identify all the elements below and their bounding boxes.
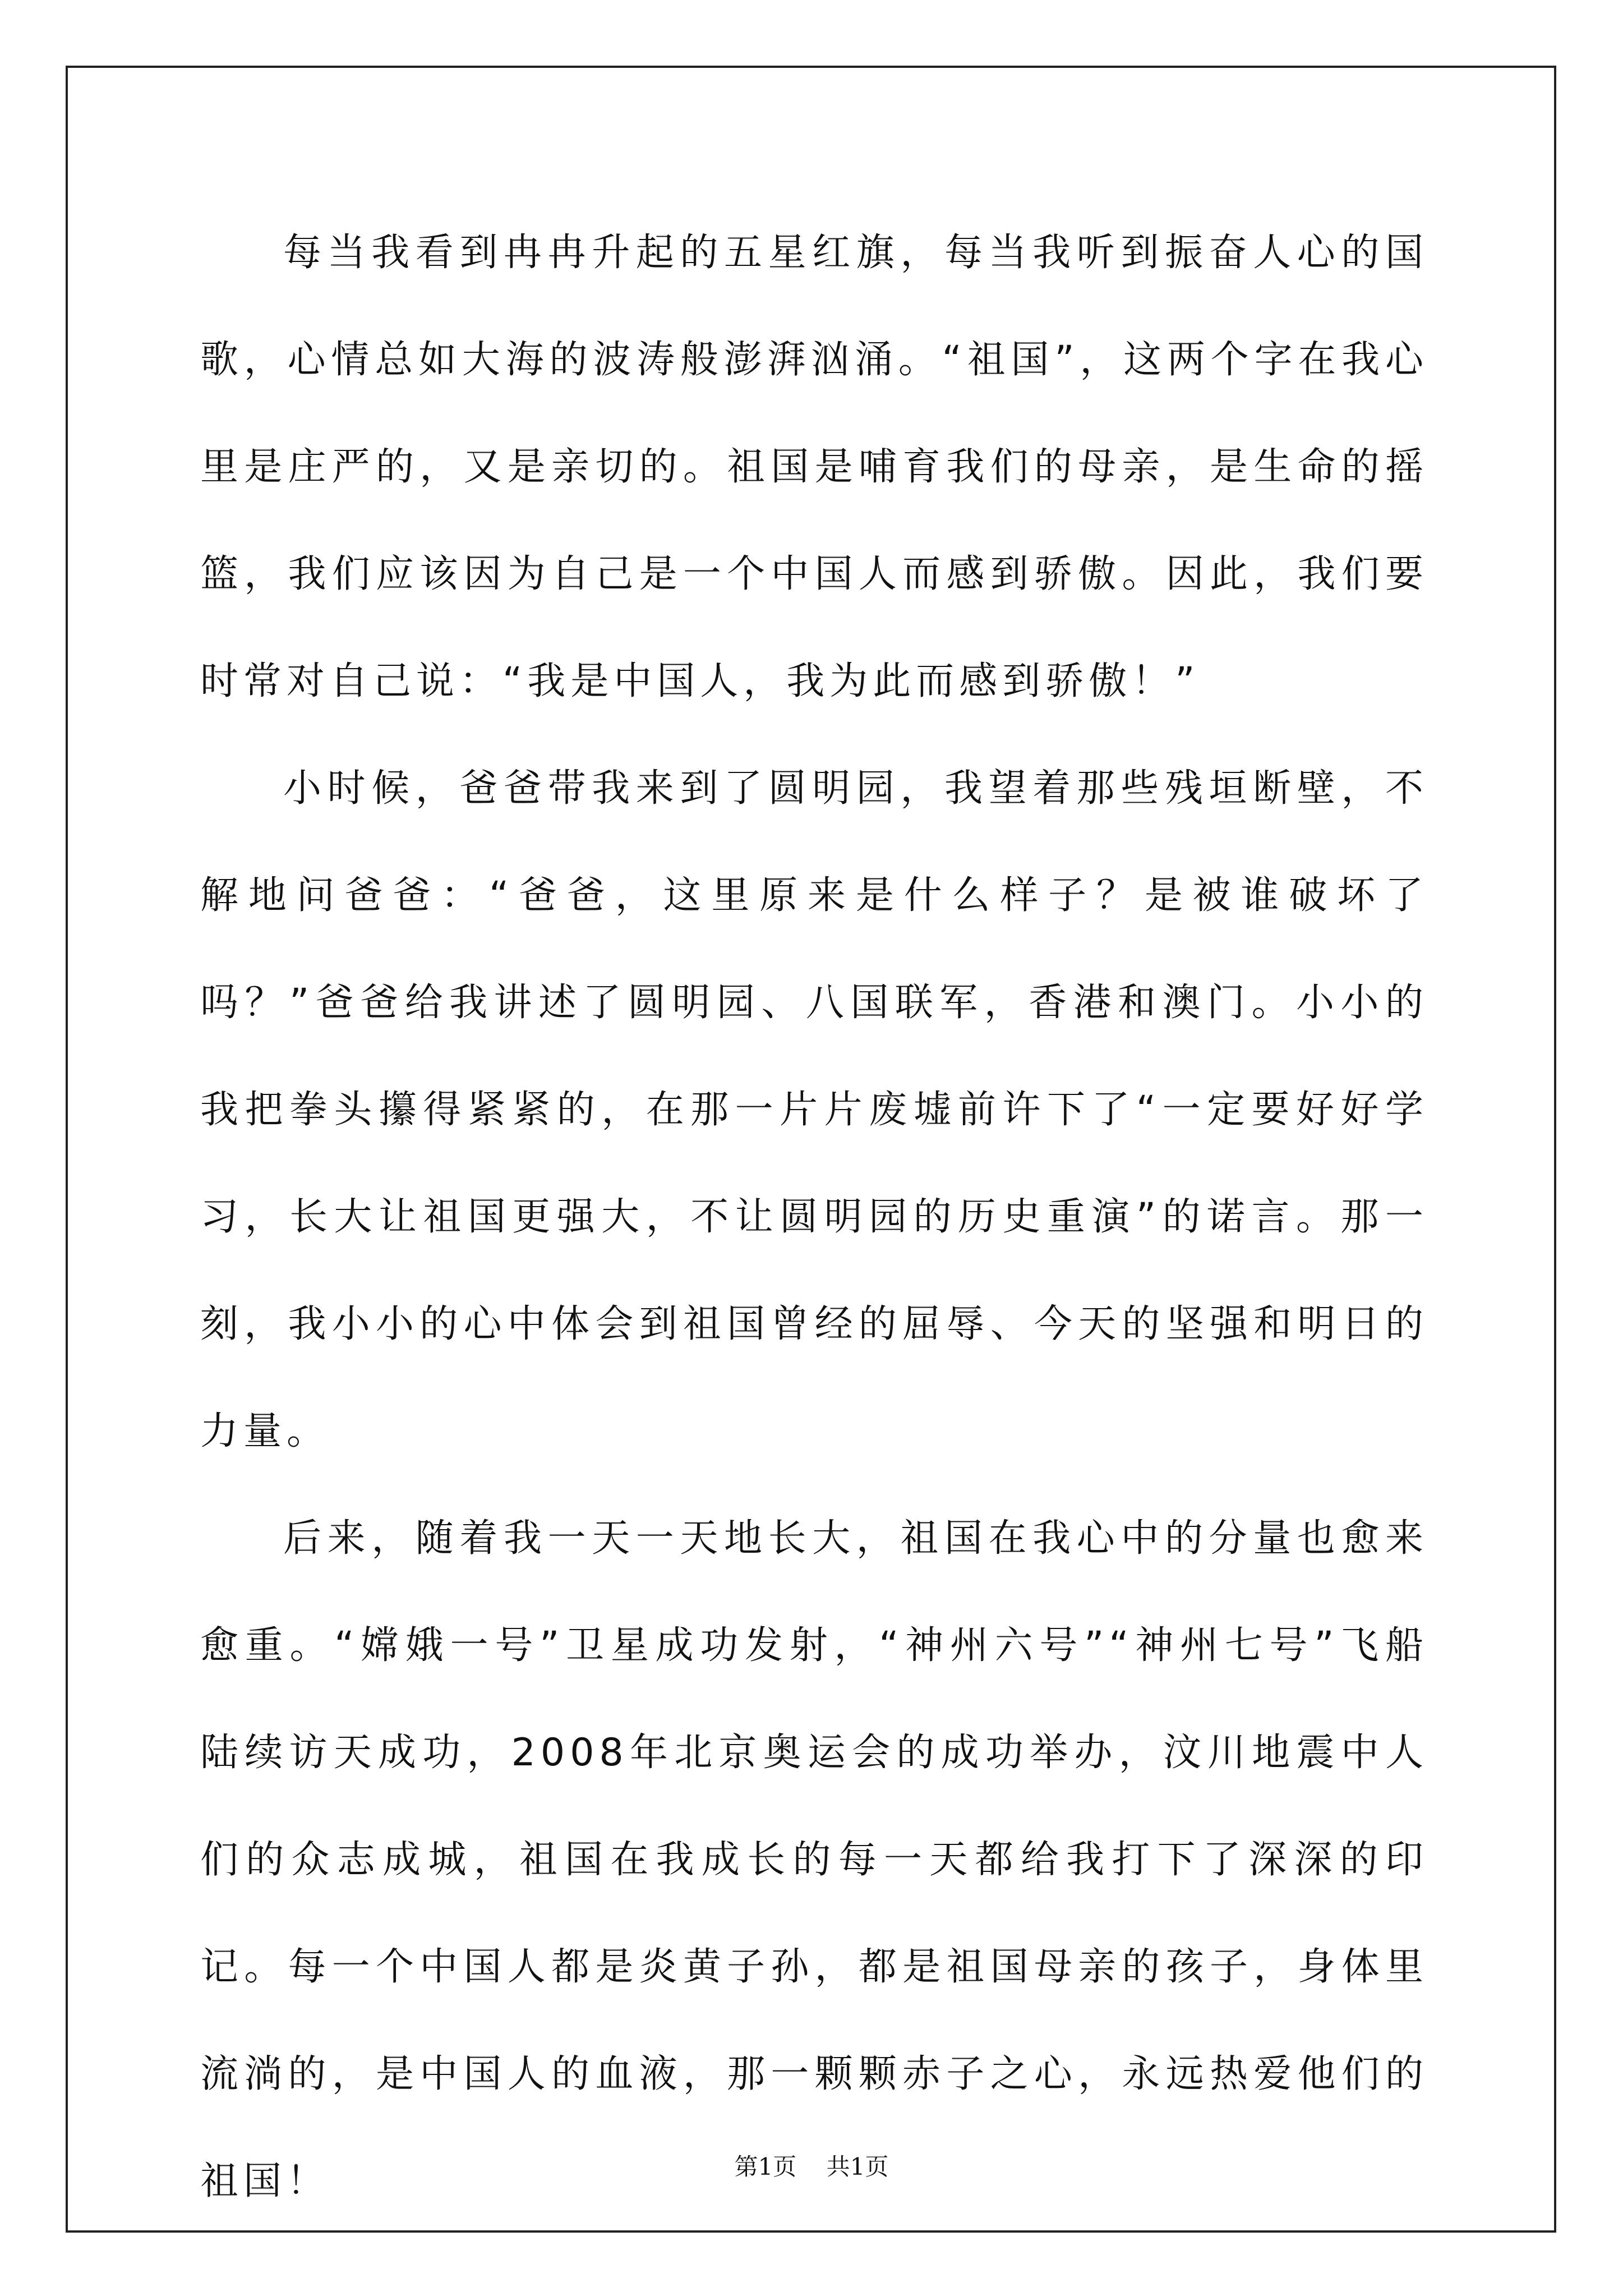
paragraph-3: 后来，随着我一天一天地长大，祖国在我心中的分量也愈来愈重。“嫦娥一号”卫星成功发射，“神州六号”“神州七号”飞船陆续访天成功，2008年北京奥运会的成功举办，汶川地震中人们的众志成城，祖国在我成长的每一天都给我打下了深深的印记。每一个中国人都是炎黄子孙，都是祖国母亲的孩子，身体里流淌的，是中国人的血液，那一颗颗赤子之心，永远热爱他们的祖国！ [200, 1516, 1428, 2203]
paragraph-2: 小时候，爸爸带我来到了圆明园，我望着那些残垣断壁，不解地问爸爸：“爸爸，这里原来是什么样子？是被谁破坏了吗？”爸爸给我讲述了圆明园、八国联军，香港和澳门。小小的我把拳头攥得紧紧的，在那一片片废墟前许下了“一定要好好学习，长大让祖国更强大，不让圆明园的历史重演”的诺言。那一刻，我小小的心中体会到祖国曾经的屈辱、今天的坚强和明日的力量。 [200, 766, 1428, 1453]
paragraph-1: 每当我看到冉冉升起的五星红旗，每当我听到振奋人心的国歌，心情总如大海的波涛般澎湃汹涌。“祖国”，这两个字在我心里是庄严的，又是亲切的。祖国是哺育我们的母亲，是生命的摇篮，我们应该因为自己是一个中国人而感到骄傲。因此，我们要时常对自己说：“我是中国人，我为此而感到骄傲！” [200, 231, 1428, 703]
page-footer [0, 2150, 1623, 2184]
document-body [200, 199, 1428, 2235]
page-total: 共1页 [826, 2153, 889, 2180]
page-number: 第1页 [734, 2153, 797, 2180]
